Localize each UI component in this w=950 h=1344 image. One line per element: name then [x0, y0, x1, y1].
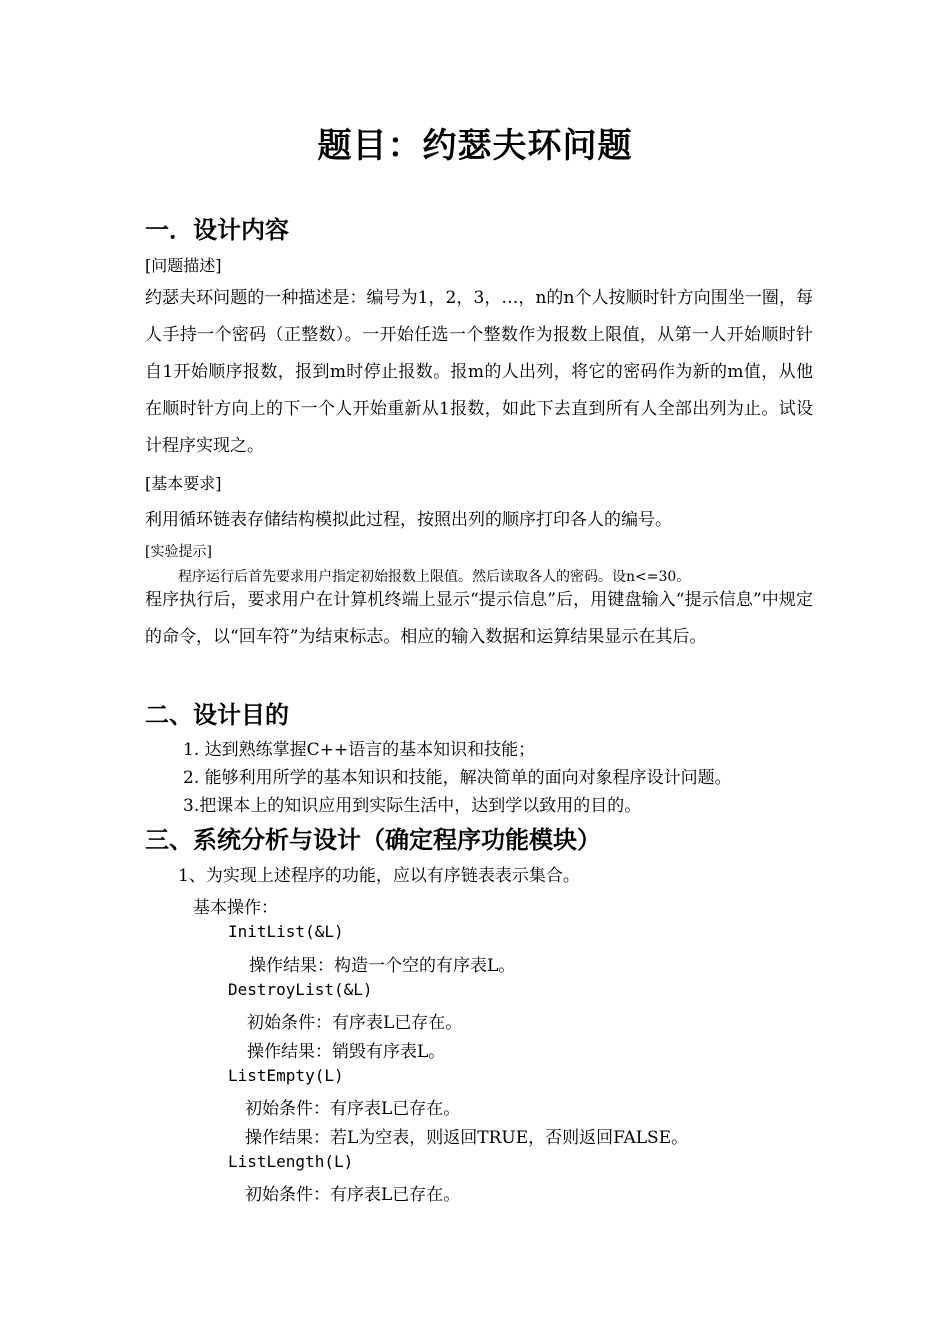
page-title: 题目：约瑟夫环问题	[317, 126, 633, 166]
section2-heading: 二、设计目的	[145, 701, 289, 729]
purpose-item-2: 2. 能够利用所学的基本知识和技能，解决简单的面向对象程序设计问题。	[183, 768, 732, 788]
purpose-item-1: 1. 达到熟练掌握C++语言的基本知识和技能；	[183, 740, 536, 760]
problem-description-text: 约瑟夫环问题的一种描述是：编号为1，2，3，…，n的n个人按顺时针方向围坐一圈，每人手持一个密码（正整数）。一开始任选一个整数作为报数上限值，从第一人开始顺时针自1开始顺序报数，报到m时停止报数。报m的人出列，将它的密码作为新的m值，从他在顺时针方向上的下一个人开始重新从1报数，如此下去直到所有人全部出列为止。试设计程序实现之。	[145, 288, 813, 456]
problem-description-tag: [问题描述]	[145, 256, 222, 275]
op-initlist-result: 操作结果：构造一个空的有序表L。	[249, 956, 516, 976]
basic-requirements-tag: [基本要求]	[145, 474, 222, 493]
op-destroylist-result: 操作结果：销毁有序表L。	[247, 1042, 446, 1062]
op-initlist: InitList(&L)	[228, 922, 344, 941]
experiment-hint-tag: [实验提示]	[145, 544, 212, 560]
section3-heading: 三、系统分析与设计（确定程序功能模块）	[145, 826, 601, 854]
op-destroylist-precondition: 初始条件：有序表L已存在。	[247, 1013, 463, 1033]
experiment-hint-text: 程序执行后，要求用户在计算机终端上显示“提示信息”后，用键盘输入“提示信息”中规定的命令，以“回车符”为结束标志。相应的输入数据和运算结果显示在其后。	[145, 590, 813, 647]
op-listempty-precondition: 初始条件：有序表L已存在。	[245, 1099, 461, 1119]
op-destroylist: DestroyList(&L)	[228, 980, 373, 999]
op-listempty: ListEmpty(L)	[228, 1066, 344, 1085]
basic-requirements-text: 利用循环链表存储结构模拟此过程，按照出列的顺序打印各人的编号。	[145, 510, 672, 530]
op-listempty-result: 操作结果：若L为空表，则返回TRUE，否则返回FALSE。	[245, 1128, 689, 1148]
basic-ops-label: 基本操作：	[193, 898, 278, 918]
experiment-hint-line: 程序运行后首先要求用户指定初始报数上限值。然后读取各人的密码。设n<=30。	[178, 569, 691, 585]
purpose-item-3: 3.把课本上的知识应用到实际生活中，达到学以致用的目的。	[183, 796, 642, 816]
op-listlength-precondition: 初始条件：有序表L已存在。	[245, 1185, 461, 1205]
section1-heading: 一．设计内容	[145, 216, 289, 244]
analysis-intro: 1、为实现上述程序的功能，应以有序链表表示集合。	[178, 866, 580, 886]
op-listlength: ListLength(L)	[228, 1152, 354, 1171]
